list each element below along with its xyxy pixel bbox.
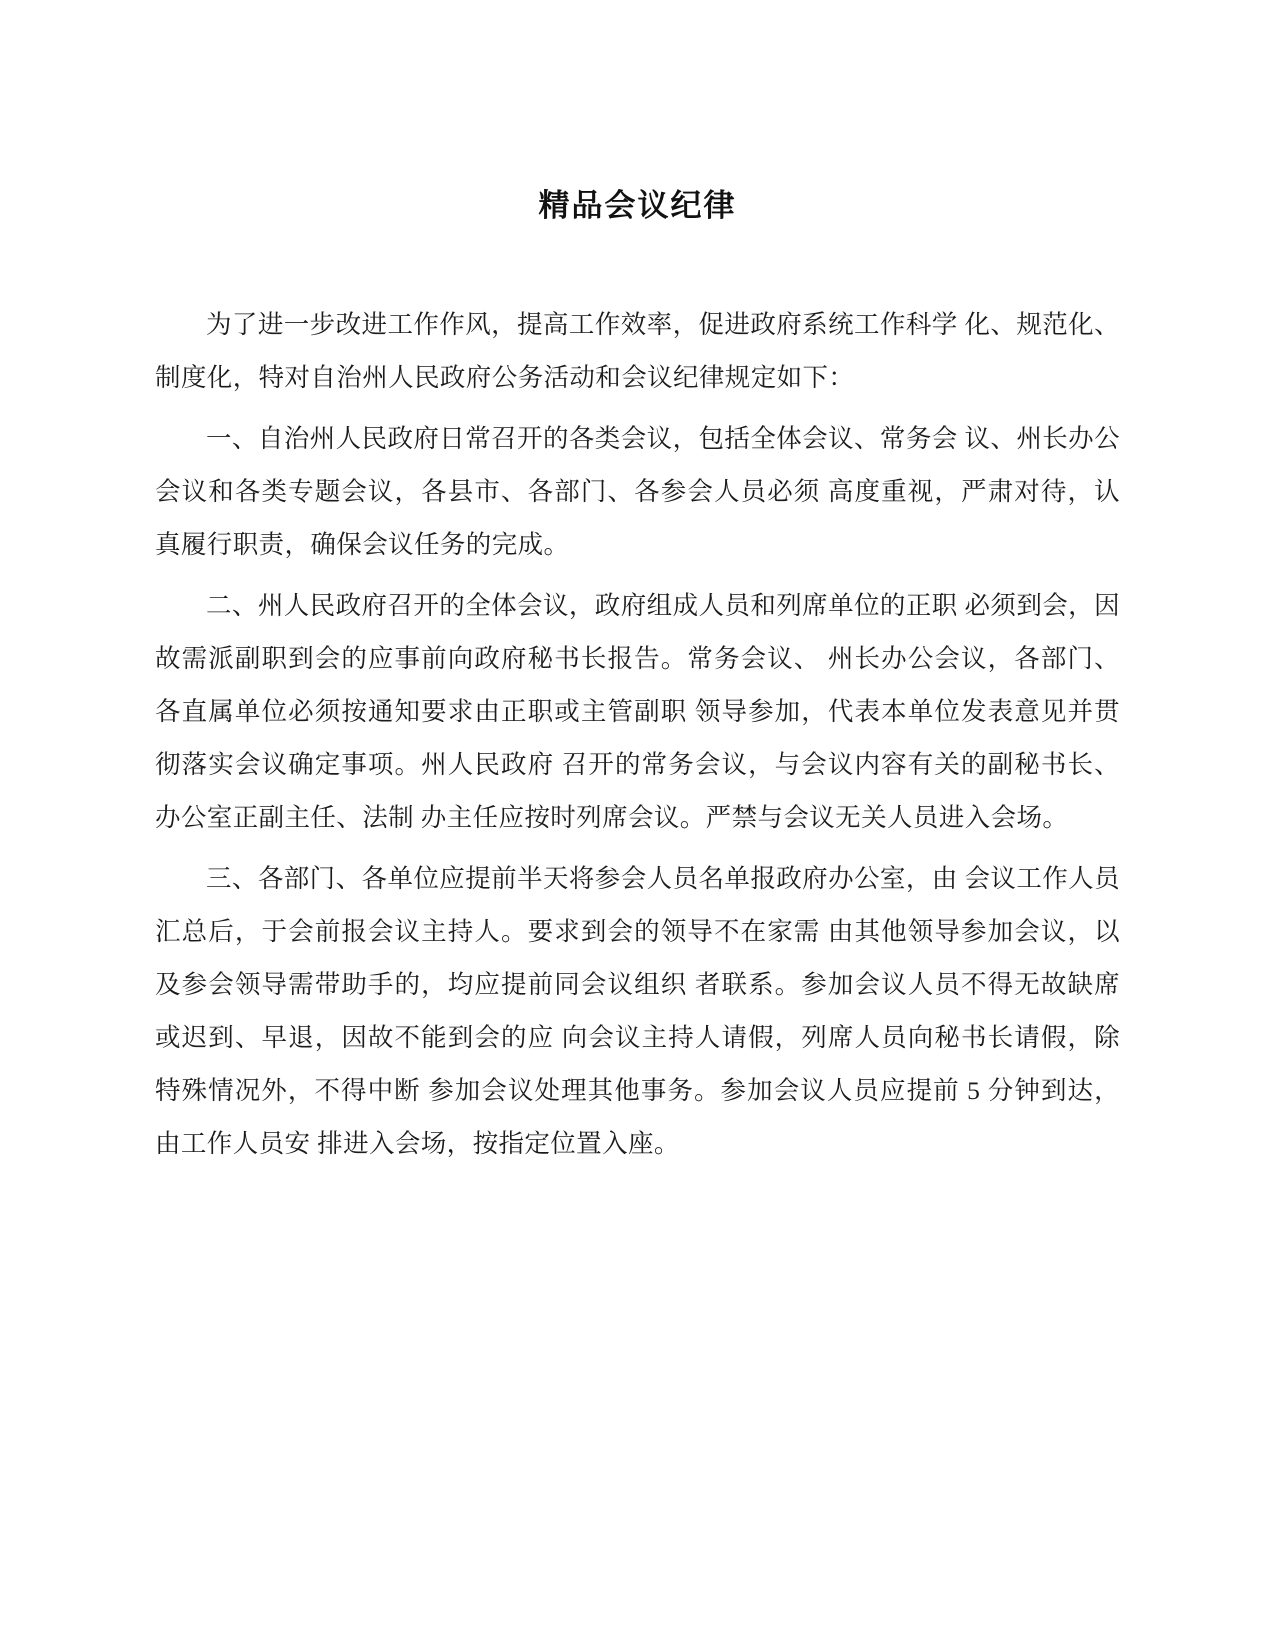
page-title: 精品会议纪律 — [538, 188, 737, 224]
paragraph-intro: 为了进一步改进工作作风，提高工作效率，促进政府系统工作科学 化、规范化、制度化，特对自治州人民政府公务活动和会议纪律规定如下： — [155, 310, 1120, 393]
paragraph-article-3: 三、各部门、各单位应提前半天将参会人员名单报政府办公室，由 会议工作人员汇总后，于会前报会议主持人。要求到会的领导不在家需 由其他领导参加会议，以及参会领导需带助手的，均应提前同会议组织 者联系。参加会议人员不得无故缺席或迟到、早退，因故不能到会的应 向会议主持人请假，列席人员向秘书长请假，除特殊情况外，不得中断 参加会议处理其他事务。参加会议人员应提前 5 分钟到达，由工作人员安 排进入会场，按指定位置入座。 — [155, 864, 1120, 1159]
paragraph-article-2: 二、州人民政府召开的全体会议，政府组成人员和列席单位的正职 必须到会，因故需派副职到会的应事前向政府秘书长报告。常务会议、 州长办公会议，各部门、各直属单位必须按通知要求由正职或主管副职 领导参加，代表本单位发表意见并贯彻落实会议确定事项。州人民政府 召开的常务会议，与会议内容有关的副秘书长、办公室正副主任、法制 办主任应按时列席会议。严禁与会议无关人员进入会场。 — [155, 591, 1120, 833]
document-body — [155, 298, 1120, 1170]
paragraph-article-1: 一、自治州人民政府日常召开的各类会议，包括全体会议、常务会 议、州长办公会议和各类专题会议，各县市、各部门、各参会人员必须 高度重视，严肃对待，认真履行职责，确保会议任务的完成。 — [155, 424, 1120, 560]
